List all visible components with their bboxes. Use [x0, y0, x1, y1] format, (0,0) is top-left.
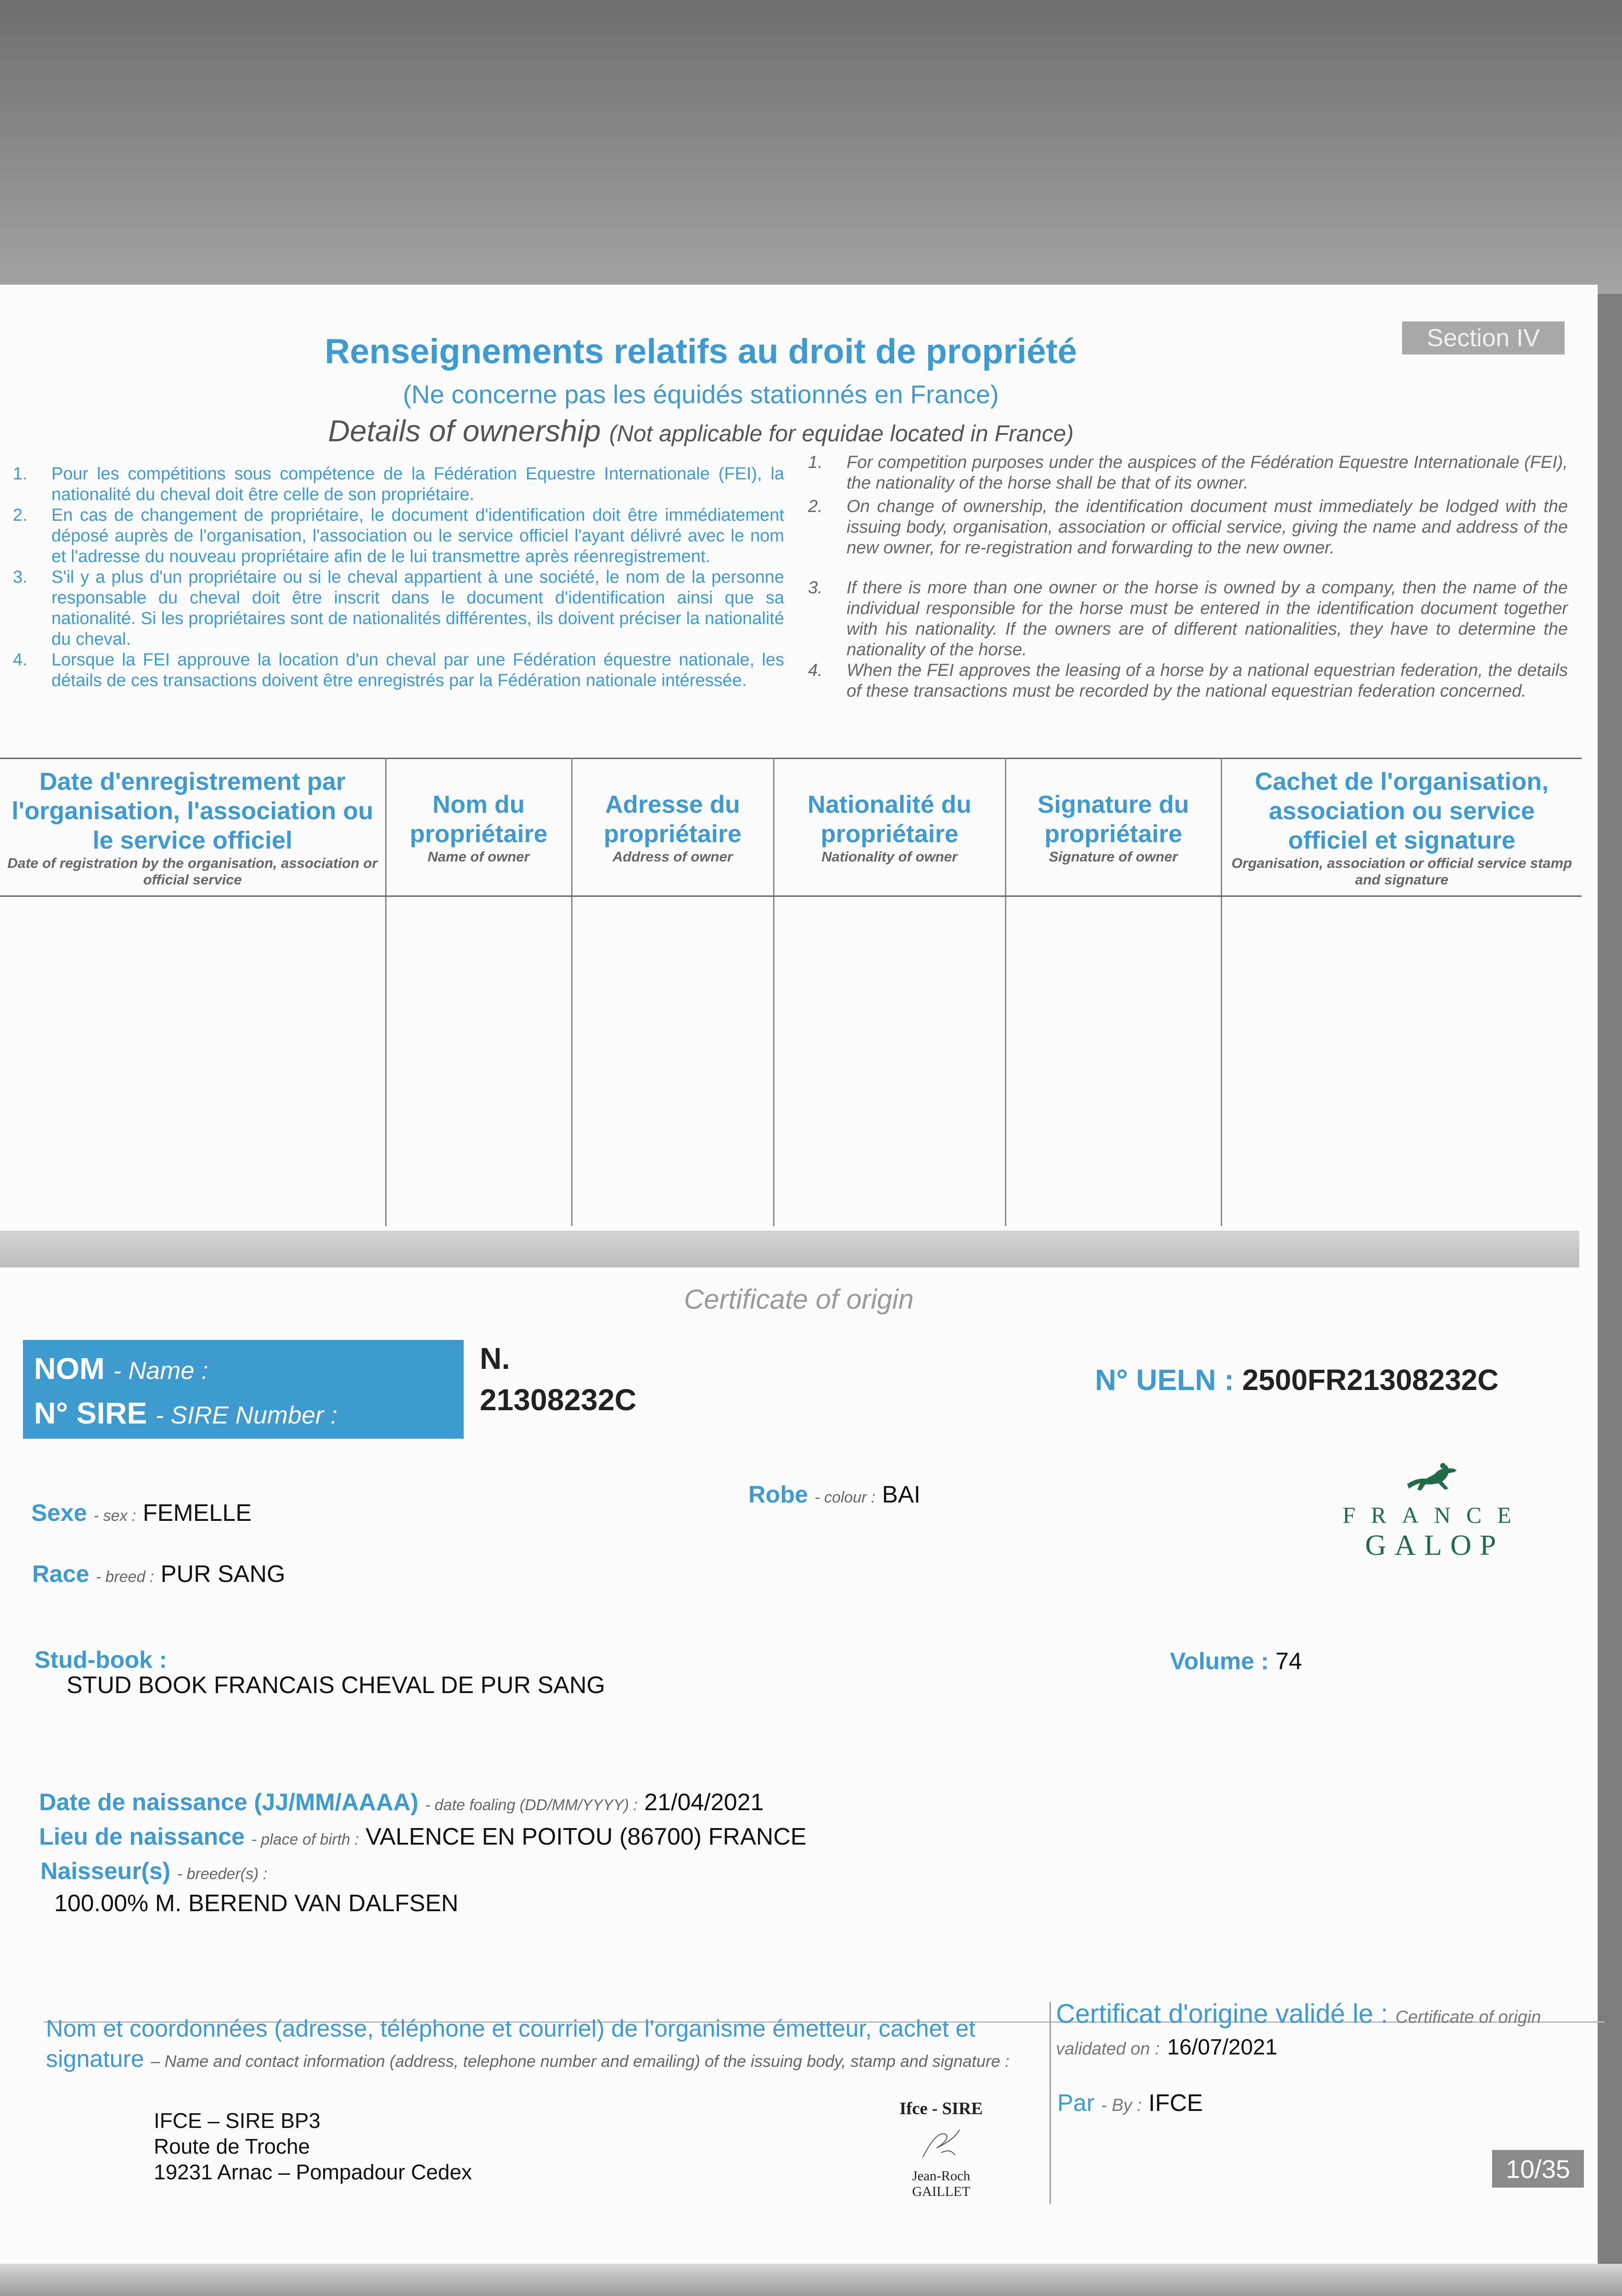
par-sub-label: - By : — [1101, 2096, 1142, 2115]
subtitle-en-text: (Not applicable for equidae located in France) — [609, 421, 1074, 446]
section-badge: Section IV — [1402, 321, 1565, 355]
sire-label: N° SIRE — [34, 1396, 147, 1430]
field-label: Volume : — [1170, 1648, 1269, 1675]
field-sub-label: - place of birth : — [251, 1831, 359, 1848]
field-label: Stud-book : — [34, 1647, 167, 1673]
page-number: 10/35 — [1492, 2150, 1584, 2188]
note-number: 1. — [808, 453, 823, 472]
volume-field — [1170, 1648, 1302, 1675]
col-header-en: Address of owner — [612, 848, 733, 865]
validation-block — [1056, 2000, 1579, 2063]
signature-icon — [909, 2121, 973, 2167]
col-header-fr: Date d'enregistrement par l'organisation, l'association ou le service officiel — [11, 767, 374, 854]
par-value: IFCE — [1148, 2090, 1203, 2116]
page-subtitle: (Ne concerne pas les équidés stationnés en France) — [403, 380, 999, 409]
note-text: En cas de changement de propriétaire, le document d'identification doit être immédiatement déposé auprès de l'organisation, l'association ou le service officiel l'ayant délivré avec le nom et l'adresse du nouveau propriétaire afin de le lui transmettre après réenregistrement. — [51, 506, 784, 566]
note-text: On change of ownership, the identification document must immediately be lodged with the issuing body, organisation, association or official service, giving the name and address of the new owner, for re-registration and forwarding to the new owner. — [847, 497, 1568, 557]
horse-name: N. — [480, 1341, 510, 1375]
birth-date-field — [39, 1789, 764, 1816]
col-header-en: Name of owner — [427, 848, 530, 865]
field-label: Sexe — [31, 1500, 87, 1526]
stamp-name: Jean-Roch — [912, 2168, 971, 2183]
note-number: 1. — [13, 464, 28, 484]
address-line: IFCE – SIRE BP3 — [154, 2109, 321, 2133]
note-number: 2. — [808, 497, 823, 516]
col-header-fr: Cachet de l'organisation, association ou service officiel et signature — [1255, 767, 1549, 854]
sex-field — [31, 1499, 252, 1527]
field-label: Robe — [748, 1481, 808, 1508]
issuer-stamp — [881, 2099, 1001, 2200]
table-cell[interactable] — [1221, 896, 1582, 1227]
sire-label-row — [34, 1392, 453, 1436]
field-value: 21/04/2021 — [644, 1789, 764, 1816]
field-sub-label: - colour : — [814, 1489, 876, 1506]
table-cell[interactable] — [1005, 896, 1221, 1227]
notes-english — [808, 452, 1568, 702]
note-en-2 — [808, 496, 1568, 558]
sire-number: 21308232C — [480, 1383, 637, 1417]
col-header-owner-address — [572, 759, 774, 896]
breeder-label-field — [40, 1857, 267, 1885]
note-en-1 — [808, 452, 1568, 494]
note-number: 3. — [13, 568, 28, 587]
col-header-en: Nationality of owner — [821, 848, 958, 865]
validation-sub-label: Certificate of origin validated on : — [1056, 2008, 1541, 2059]
note-text: Lorsque la FEI approuve la location d'un cheval par une Fédération équestre nationale, les détails de ces transactions doivent être enregistrés par la Fédération nationale intéressée. — [51, 650, 784, 690]
birth-place-field — [39, 1823, 807, 1851]
note-number: 2. — [13, 506, 28, 525]
table-cell[interactable] — [572, 896, 774, 1227]
page-bottom-edge — [0, 2264, 1622, 2296]
page-fold-shadow — [0, 1231, 1579, 1267]
stamp-org: Ifce - SIRE — [899, 2099, 983, 2118]
logo-line1: FRANCE — [1342, 1502, 1527, 1528]
col-header-fr: Nom du propriétaire — [410, 790, 548, 848]
col-header-fr: Adresse du propriétaire — [603, 790, 742, 848]
note-fr-3 — [13, 567, 784, 650]
ueln-label: N° UELN : — [1095, 1363, 1234, 1396]
field-value: 74 — [1275, 1648, 1302, 1675]
issuer-address — [154, 2108, 472, 2185]
note-text: When the FEI approves the leasing of a horse by a national equestrian federation, the details of these transactions must be recorded by the national equestrian federation concerned. — [847, 661, 1568, 701]
note-en-3 — [808, 578, 1568, 660]
name-label-box — [23, 1340, 464, 1439]
note-fr-2 — [13, 505, 784, 567]
field-value: 100.00% M. BEREND VAN DALFSEN — [54, 1890, 459, 1917]
note-number: 3. — [808, 578, 823, 597]
table-cell[interactable] — [774, 896, 1005, 1227]
col-header-owner-name — [386, 759, 572, 896]
scanner-background — [0, 0, 1622, 294]
note-fr-4 — [13, 650, 784, 691]
nom-label: NOM — [34, 1351, 105, 1385]
field-sub-label: - sex : — [93, 1507, 136, 1525]
validation-date: 16/07/2021 — [1167, 2035, 1278, 2060]
field-sub-label: - breed : — [95, 1568, 154, 1586]
colour-field — [748, 1481, 920, 1508]
note-en-4 — [808, 660, 1568, 702]
par-label: Par — [1057, 2090, 1094, 2116]
nom-sub-label: - Name : — [113, 1357, 208, 1384]
ueln — [1095, 1363, 1499, 1397]
col-header-en: Organisation, association or official service stamp and signature — [1231, 855, 1572, 888]
field-value: VALENCE EN POITOU (86700) FRANCE — [365, 1823, 807, 1850]
col-header-date — [0, 759, 386, 896]
france-galop-logo — [1322, 1460, 1547, 1580]
note-number: 4. — [808, 661, 823, 680]
issuer-label: Nom et coordonnées (adresse, téléphone et courriel) de l'organisme émetteur, cachet et signature — [46, 2015, 976, 2072]
col-header-en: Date of registration by the organisation, association or official service — [7, 855, 378, 888]
field-label: Naisseur(s) — [40, 1858, 171, 1885]
col-header-nationality — [774, 759, 1005, 896]
breed-field — [32, 1560, 285, 1588]
page-title: Renseignements relatifs au droit de propriété — [325, 332, 1077, 371]
field-sub-label: - breeder(s) : — [177, 1865, 268, 1883]
issuer-sub-label: – Name and contact information (address, telephone number and emailing) of the issuing body, stamp and signature : — [151, 2052, 1010, 2071]
stamp-name: GAILLET — [912, 2184, 971, 2199]
note-text: Pour les compétitions sous compétence de la Fédération Equestre Internationale (FEI), la nationalité du cheval doit être celle de son propriétaire. — [51, 464, 784, 504]
title-en-text: Details of ownership — [328, 414, 601, 448]
field-label: Date de naissance (JJ/MM/AAAA) — [39, 1789, 419, 1816]
validation-label: Certificat d'origine validé le : — [1056, 1999, 1388, 2029]
breeder-value — [54, 1890, 458, 1917]
table-row — [0, 896, 1582, 1227]
field-label: Race — [32, 1561, 90, 1587]
certificate-heading: Certificate of origin — [684, 1284, 914, 1315]
col-header-fr: Nationalité du propriétaire — [807, 790, 971, 848]
field-sub-label: - date foaling (DD/MM/YYYY) : — [425, 1796, 638, 1814]
col-header-signature — [1005, 759, 1221, 896]
studbook-label — [34, 1646, 167, 1674]
address-line: 19231 Arnac – Pompadour Cedex — [154, 2160, 472, 2184]
studbook-value — [67, 1671, 605, 1699]
note-number: 4. — [13, 650, 28, 670]
col-header-stamp — [1221, 759, 1582, 896]
field-label: Lieu de naissance — [39, 1823, 245, 1850]
note-text: If there is more than one owner or the horse is owned by a company, then the name of the individual responsible for the horse must be entered in the identification document together with his nationality. If the owners are of different nationalities, they have to determine the nationality of the horse. — [847, 578, 1568, 659]
vertical-divider — [1050, 2002, 1051, 2204]
ueln-value: 2500FR21308232C — [1242, 1363, 1499, 1396]
notes-french — [13, 464, 784, 691]
ownership-table — [0, 758, 1582, 1226]
field-value: FEMELLE — [142, 1500, 252, 1526]
name-label-row — [34, 1347, 453, 1392]
table-cell[interactable] — [386, 896, 572, 1227]
logo-line2: GALOP — [1365, 1529, 1504, 1561]
note-fr-1 — [13, 464, 784, 505]
col-header-fr: Signature du propriétaire — [1037, 790, 1189, 848]
validated-by-field — [1057, 2089, 1203, 2117]
note-text: For competition purposes under the auspices of the Fédération Equestre Internationale (FEI), the nationality of the horse shall be that of its owner. — [847, 453, 1568, 493]
note-text: S'il y a plus d'un propriétaire ou si le cheval appartient à une société, le nom de la personne responsable du cheval doit être inscrit dans le document d'identification ainsi que sa nationalité. Si les propriétaires sont de nationalités différentes, ils doivent préciser la nationalité du cheval. — [51, 568, 784, 649]
col-header-en: Signature of owner — [1049, 848, 1178, 865]
issuer-block — [46, 2014, 1047, 2077]
table-header-row — [0, 759, 1582, 896]
field-value: PUR SANG — [160, 1561, 286, 1587]
field-value: STUD BOOK FRANCAIS CHEVAL DE PUR SANG — [67, 1672, 606, 1699]
sire-sub-label: - SIRE Number : — [155, 1401, 337, 1429]
page-title-english — [0, 413, 1402, 448]
address-line: Route de Troche — [154, 2134, 310, 2158]
table-cell[interactable] — [0, 896, 386, 1227]
field-value: BAI — [882, 1481, 920, 1508]
galloping-horse-icon — [1403, 1460, 1467, 1497]
